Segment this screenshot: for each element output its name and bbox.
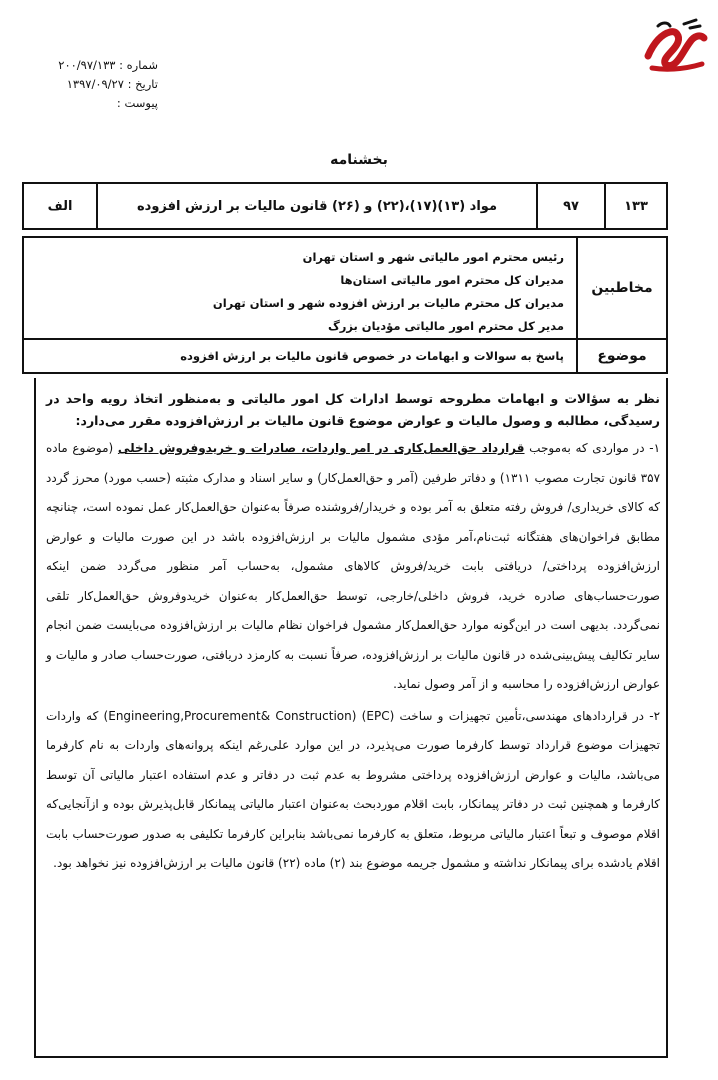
document-type-title: بخشنامه — [330, 152, 388, 168]
addressee-item: رئیس محترم امور مالیاتی شهر و استان تهران — [302, 250, 564, 264]
addressee-item: مدیر کل محترم امور مالیاتی مؤدیان بزرگ — [327, 319, 564, 333]
letter-attachment: پیوست : — [116, 96, 158, 110]
clause-1-lead: ۱- در مواردی که به‌موجب — [524, 441, 661, 455]
letter-meta — [18, 56, 158, 113]
letter-body — [34, 378, 668, 1058]
body-intro: نظر به سؤالات و ابهامات مطروحه توسط ادارات کل امور مالیاتی و به‌منظور اتخاذ رویه واحد در رسیدگی، مطالبه و وصول مالیات و عوارض موضوع قانون مالیات بر ارزش‌افزوده مقرر می‌دارد: — [46, 391, 660, 428]
logo-mark-icon — [640, 12, 710, 78]
addressee-item: مدیران کل محترم مالیات بر ارزش افزوده شهر و استان تهران — [212, 296, 564, 310]
topic-row — [22, 340, 668, 374]
addressee-item: مدیران کل محترم امور مالیاتی استان‌ها — [340, 273, 564, 287]
addressees-block — [22, 236, 668, 340]
circular-series: الف — [47, 198, 73, 214]
topic-label: موضوع — [576, 340, 666, 372]
circular-number: ۱۳۳ — [604, 184, 666, 228]
topic-value: پاسخ به سوالات و ابهامات در خصوص قانون مالیات بر ارزش افزوده — [180, 349, 564, 363]
addressees-list — [24, 238, 576, 338]
letter-number: شماره : ۲۰۰/۹۷/۱۳۳ — [58, 58, 158, 72]
circular-year: ۹۷ — [536, 184, 604, 228]
clause-1 — [46, 434, 660, 700]
clause-1-text: (موضوع ماده ۳۵۷ قانون تجارت مصوب ۱۳۱۱) و دفاتر طرفین (آمر و حق‌العمل‌کار) و سایر اسناد و مدارک مثبته (حسب مورد) محرز گردد که کالای خریداری/ فروش رفته متعلق به آمر بوده و خریدار/فروشنده صرفاً به‌عنوان حق‌العمل‌کار عمل نموده است، چنانچه مطابق فراخوان‌های هفتگانه ثبت‌نام،آمر مؤدی مشمول مالیات بر ارزش‌افزوده باشد در این صورت مالیات و عوارض ارزش‌افزوده پرداختی/ دریافتی بابت خرید/فروش کالاهای مشمول، به‌حساب آمر منظور می‌گردد ضمن اینکه صورت‌حساب‌های صادره خرید، فروش داخلی/خارجی، توسط حق‌العمل‌کار به‌عنوان خریدوفروش حق‌العمل‌کار تلقی نمی‌گردد. بدیهی است در این‌گونه موارد حق‌العمل‌کار مشمول فراخوان نظام مالیات بر ارزش‌افزوده می‌بایست ضمن انجام سایر تکالیف پیش‌بینی‌شده در قانون مالیات بر ارزش‌افزوده، صرفاً نسبت به کارمزد دریافتی، صورت‌حساب صادر و مالیات و عوارض ارزش‌افزوده را محاسبه و از آمر وصول نماید. — [46, 441, 661, 691]
letter-date: تاریخ : ۱۳۹۷/۰۹/۲۷ — [66, 77, 158, 91]
addressees-label: مخاطبین — [576, 238, 666, 338]
clause-1-emphasis: قرارداد حق‌العمل‌کاری در امر واردات، صادرات و خریدوفروش داخلی — [117, 441, 525, 455]
site-logo — [640, 12, 710, 78]
clause-2: ۲- در قراردادهای مهندسی،تأمین تجهیزات و ساخت (EPC) (Engineering,Procurement& Construction) که واردات تجهیزات موضوع قرارداد توسط کارفرما صورت می‌پذیرد، در این موارد علی‌رغم اینکه پروانه‌های واردات به نام کارفرما می‌باشد، مالیات و عوارض ارزش‌افزوده پرداختی مشروط به عدم ثبت در دفاتر و عدم استفاده اعتبار مالیاتی آن توسط کارفرما و همچنین ثبت در دفاتر پیمانکار، بابت اقلام موردبحث به‌عنوان اعتبار مالیاتی پیمانکار قابل‌پذیرش بوده و ازآنجایی‌که اقلام موصوف و تبعاً اعتبار مالیاتی مربوط، متعلق به کارفرما نمی‌باشد بنابراین کارفرما تکلیفی به صدور صورت‌حساب بابت اقلام یادشده برای پیمانکار نداشته و مشمول جریمه موضوع بند (۲) ماده (۲۲) قانون مالیات بر ارزش‌افزوده نیز نخواهد بود. — [46, 708, 661, 870]
circular-subject: مواد (۱۳)(۱۷)،(۲۲) و (۲۶) قانون مالیات بر ارزش افزوده — [96, 184, 536, 228]
circular-header-table — [22, 182, 668, 230]
